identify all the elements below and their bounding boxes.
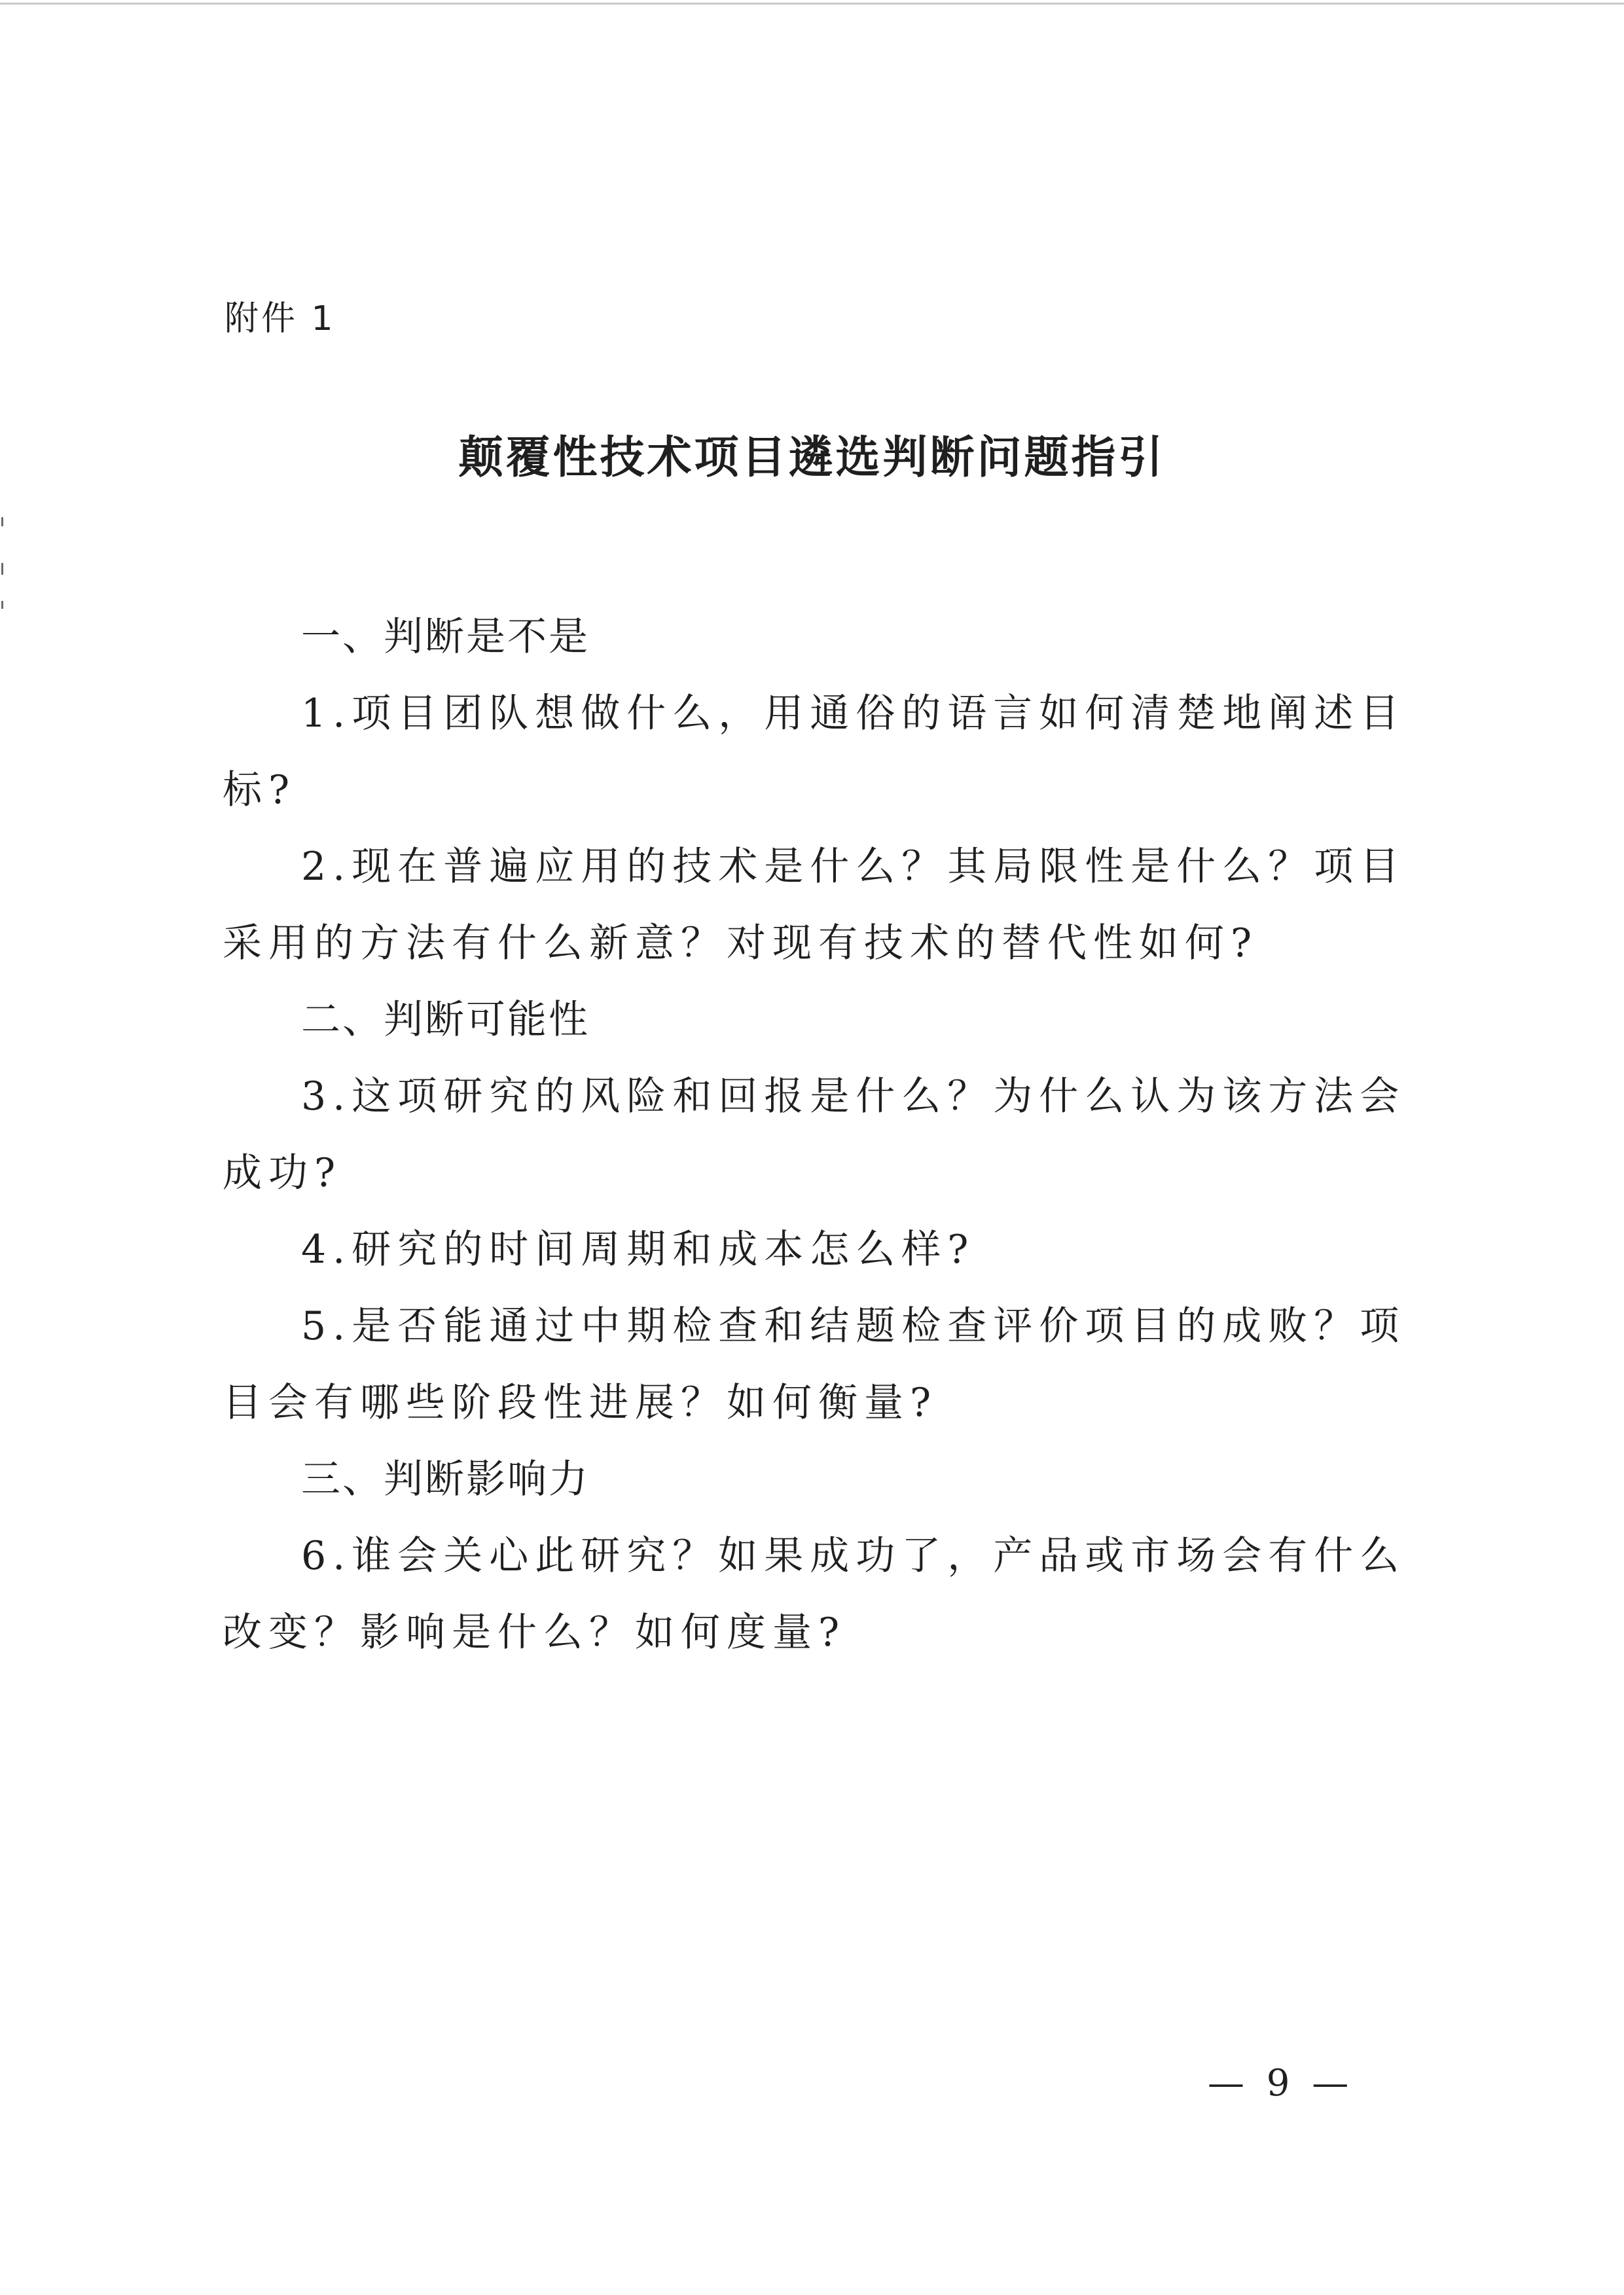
scan-top-edge-line — [0, 3, 1624, 5]
question-item-2: 2.现在普遍应用的技术是什么？其局限性是什么？项目采用的方法有什么新意？对现有技术的替代性如何? — [223, 844, 1406, 966]
question-item-6: 6.谁会关心此研究？如果成功了，产品或市场会有什么改变？影响是什么？如何度量? — [223, 1533, 1406, 1655]
question-item-5: 5.是否能通过中期检查和结题检查评价项目的成败？项目会有哪些阶段性进展？如何衡量? — [223, 1303, 1406, 1426]
question-item-4: 4.研究的时间周期和成本怎么样? — [301, 1227, 975, 1273]
scan-edge-mark — [1, 517, 3, 526]
section-heading-1: 一、判断是不是 — [301, 614, 590, 660]
document-body — [223, 599, 1414, 1671]
question-item-1: 1.项目团队想做什么，用通俗的语言如何清楚地阐述目标? — [223, 691, 1406, 813]
section-heading-3: 三、判断影响力 — [301, 1456, 590, 1502]
scan-edge-mark — [1, 563, 3, 575]
scan-edge-mark — [1, 601, 3, 609]
page-number: — 9 — — [1208, 2062, 1354, 2105]
section-heading-2: 二、判断可能性 — [301, 997, 590, 1043]
document-title: 颠覆性技术项目遴选判断问题指引 — [458, 432, 1166, 484]
attachment-label: 附件 1 — [225, 299, 336, 338]
question-item-3: 3.这项研究的风险和回报是什么？为什么认为该方法会成功? — [223, 1074, 1406, 1196]
